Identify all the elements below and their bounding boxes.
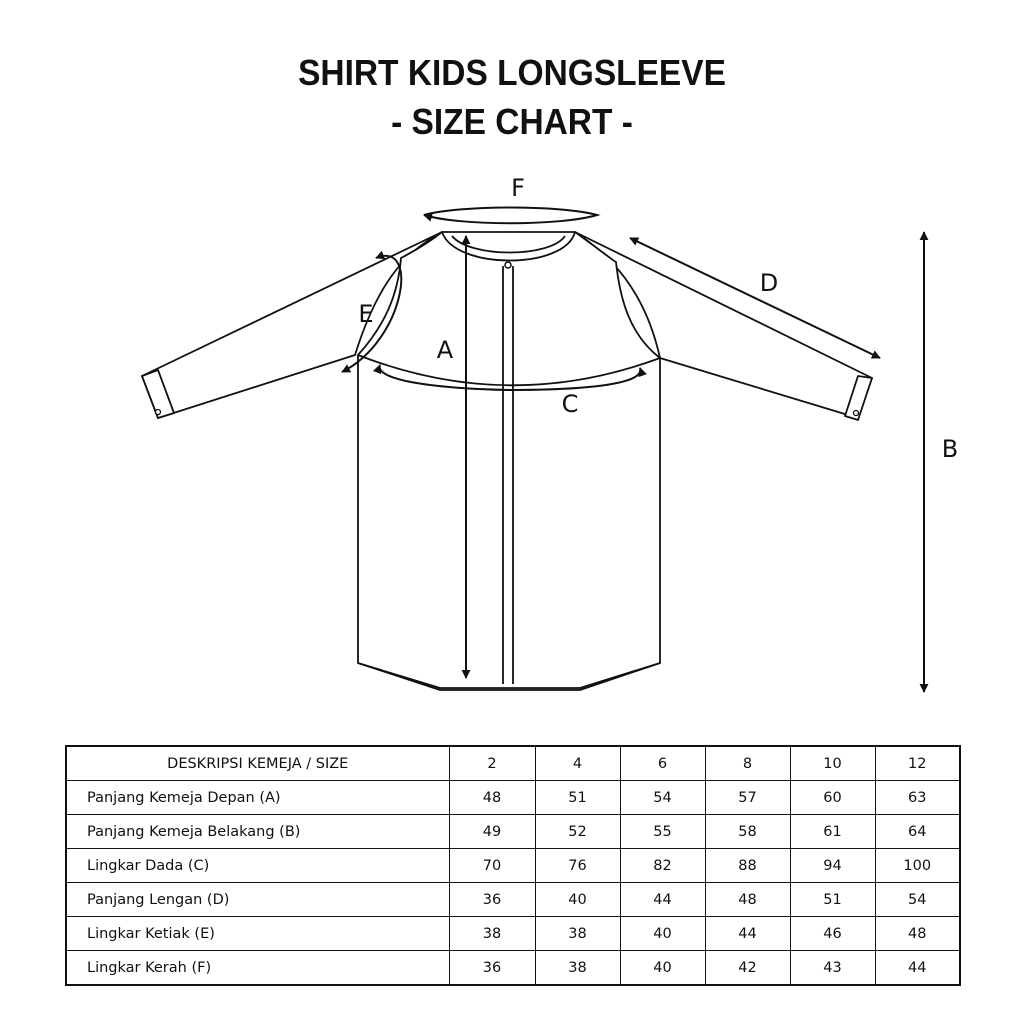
cell-value: 70: [449, 849, 535, 883]
cell-value: 57: [705, 781, 790, 815]
cell-value: 58: [705, 815, 790, 849]
cell-value: 38: [449, 917, 535, 951]
label-c: C: [561, 390, 579, 418]
table-row: [66, 815, 960, 849]
cell-value: 40: [535, 883, 620, 917]
cell-value: 36: [449, 883, 535, 917]
header-size: 4: [535, 746, 620, 781]
header-size: 2: [449, 746, 535, 781]
cell-value: 52: [535, 815, 620, 849]
cell-value: 44: [875, 951, 960, 986]
cell-value: 100: [875, 849, 960, 883]
cell-value: 40: [620, 917, 705, 951]
size-chart-table: [65, 745, 961, 986]
cell-value: 76: [535, 849, 620, 883]
collar-button: [505, 262, 511, 268]
row-label: Panjang Kemeja Depan (A): [66, 781, 449, 815]
cell-value: 61: [790, 815, 875, 849]
cell-value: 38: [535, 917, 620, 951]
table-row: [66, 951, 960, 986]
cell-value: 44: [705, 917, 790, 951]
cell-value: 46: [790, 917, 875, 951]
table-row: [66, 849, 960, 883]
cell-value: 36: [449, 951, 535, 986]
row-label: Lingkar Dada (C): [66, 849, 449, 883]
cell-value: 48: [705, 883, 790, 917]
cell-value: 94: [790, 849, 875, 883]
cell-value: 88: [705, 849, 790, 883]
cell-value: 54: [620, 781, 705, 815]
row-label: Lingkar Kerah (F): [66, 951, 449, 986]
cell-value: 38: [535, 951, 620, 986]
header-size: 6: [620, 746, 705, 781]
chart-title: SHIRT KIDS LONGSLEEVE: [298, 52, 726, 93]
cell-value: 51: [790, 883, 875, 917]
label-b: B: [941, 435, 959, 463]
header-size: 12: [875, 746, 960, 781]
cell-value: 55: [620, 815, 705, 849]
cell-value: 48: [875, 917, 960, 951]
cell-value: 51: [535, 781, 620, 815]
cell-value: 63: [875, 781, 960, 815]
row-label: Panjang Lengan (D): [66, 883, 449, 917]
label-d: D: [759, 269, 779, 297]
cell-value: 54: [875, 883, 960, 917]
cell-value: 49: [449, 815, 535, 849]
header-description: DESKRIPSI KEMEJA / SIZE: [66, 746, 449, 781]
table-row: [66, 917, 960, 951]
cell-value: 44: [620, 883, 705, 917]
cell-value: 64: [875, 815, 960, 849]
row-label: Lingkar Ketiak (E): [66, 917, 449, 951]
cell-value: 48: [449, 781, 535, 815]
cell-value: 82: [620, 849, 705, 883]
cell-value: 43: [790, 951, 875, 986]
right-cuff-button: [854, 411, 859, 416]
table-row: [66, 883, 960, 917]
cell-value: 40: [620, 951, 705, 986]
table-header-row: [66, 746, 960, 781]
cell-value: 42: [705, 951, 790, 986]
arrow-f: [424, 208, 597, 224]
header-size: 10: [790, 746, 875, 781]
left-cuff-button: [156, 410, 161, 415]
header-size: 8: [705, 746, 790, 781]
shirt-body: [358, 355, 660, 688]
row-label: Panjang Kemeja Belakang (B): [66, 815, 449, 849]
label-f: F: [511, 174, 525, 202]
chart-subtitle: - SIZE CHART -: [391, 101, 633, 142]
label-e: E: [358, 300, 374, 328]
table-row: [66, 781, 960, 815]
cell-value: 60: [790, 781, 875, 815]
label-a: A: [436, 336, 454, 364]
